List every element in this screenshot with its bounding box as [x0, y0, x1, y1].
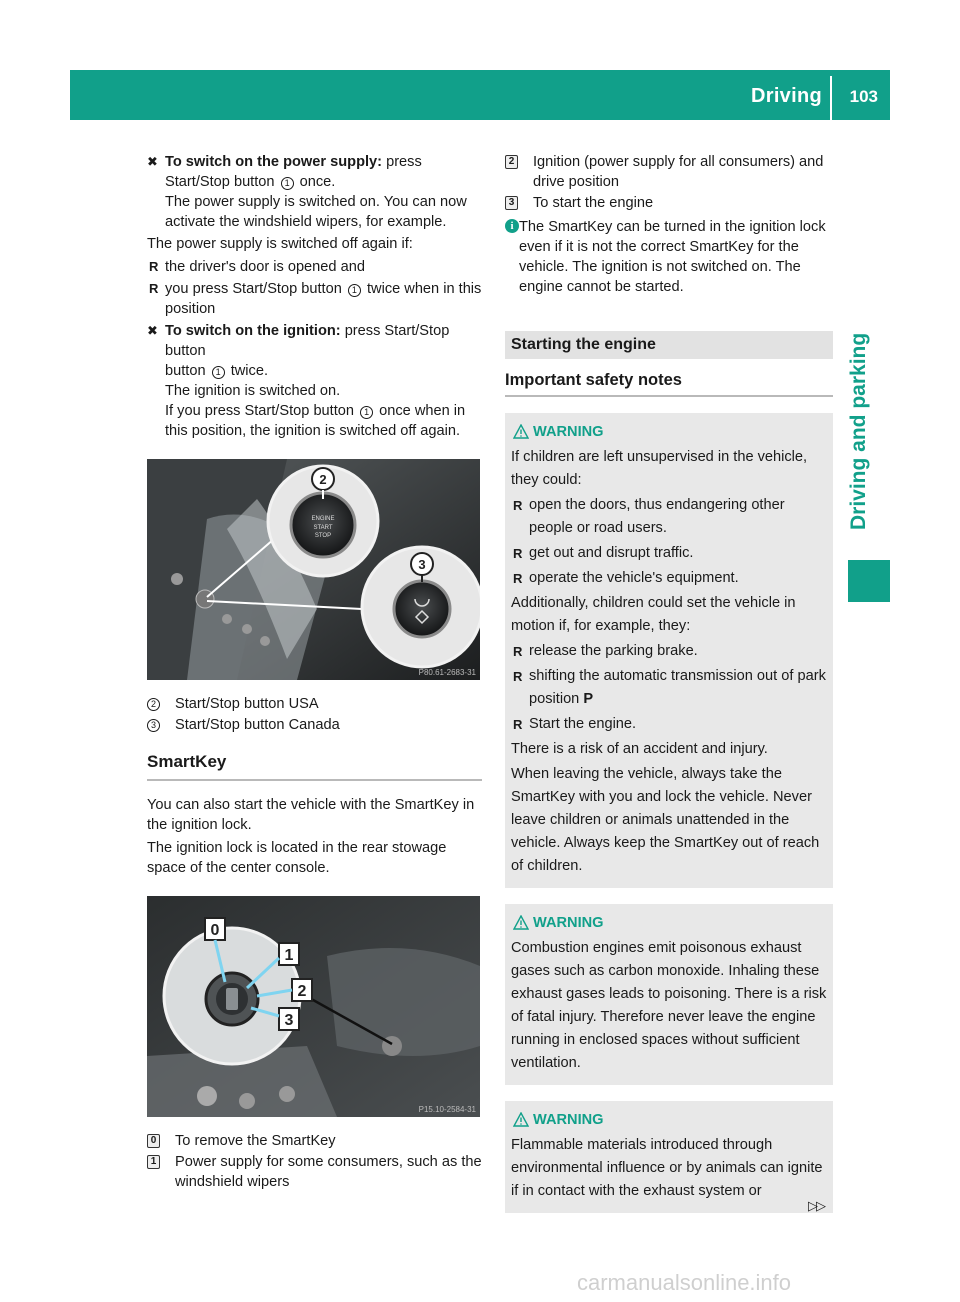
- warning-triangle-icon: [513, 915, 529, 930]
- photo-start-stop-buttons: [147, 459, 480, 680]
- callout-marker: 1: [212, 366, 225, 379]
- section-title: Starting the engine: [505, 331, 833, 359]
- header-divider: [830, 76, 832, 120]
- header-title: Driving: [751, 85, 822, 107]
- side-tab-label: Driving and parking: [847, 332, 870, 530]
- list-item: [511, 542, 827, 565]
- bullet-icon: R: [149, 281, 159, 296]
- subsection-title: Important safety notes: [505, 369, 833, 397]
- step-text: once.: [295, 174, 336, 190]
- svg-text:STOP: STOP: [314, 533, 332, 539]
- warning-header: [511, 912, 827, 935]
- side-tab-block: [848, 560, 890, 602]
- list-item: [511, 713, 827, 736]
- instruction-step-ignition: [147, 321, 482, 441]
- caption-text: Ignition (power supply for all consumers) and drive position: [533, 154, 824, 190]
- bullet-text: shifting the automatic transmission out of park position: [529, 668, 826, 707]
- continue-icon: ▷▷: [808, 1198, 824, 1213]
- park-letter: P: [583, 691, 594, 707]
- caption-text: Start/Stop button Canada: [175, 717, 340, 733]
- warning-title: WARNING: [533, 424, 604, 440]
- bullet-icon: R: [513, 498, 523, 513]
- off-intro: The power supply is switched off again if:: [147, 236, 413, 252]
- warning-header: [511, 1109, 827, 1132]
- callout-marker: 1: [281, 177, 294, 190]
- ignition-lock-illustration: [147, 896, 480, 1117]
- start-stop-illustration: [147, 459, 480, 680]
- bullet-text: release the parking brake.: [529, 643, 698, 659]
- bullet-text: twice when in this position: [165, 281, 482, 317]
- caption-item: [147, 1152, 482, 1192]
- list-item: [511, 494, 827, 540]
- image-code: P15.10-2584-31: [418, 1105, 476, 1114]
- warning-text: There is a risk of an accident and injury.: [511, 741, 768, 757]
- bullet-text: the driver's door is opened and: [165, 259, 365, 275]
- callout-marker: 3: [147, 719, 160, 732]
- bullet-icon: R: [513, 669, 523, 684]
- smartkey-heading: SmartKey: [147, 751, 482, 781]
- svg-text:3: 3: [418, 557, 426, 572]
- paragraph: You can also start the vehicle with the SmartKey in the ignition lock.: [147, 797, 475, 833]
- list-item: [147, 279, 482, 319]
- warning-triangle-icon: [513, 1112, 529, 1127]
- warning-text: Additionally, children could set the vehicle in motion if, for example, they:: [511, 595, 796, 634]
- caption-item: [505, 193, 833, 213]
- right-column: [505, 152, 833, 1213]
- svg-text:ENGINE: ENGINE: [311, 516, 335, 522]
- bullet-icon: R: [513, 546, 523, 561]
- callout-marker: 1: [360, 406, 373, 419]
- left-column: [147, 152, 482, 1193]
- warning-box: [505, 413, 833, 888]
- bullet-text: operate the vehicle's equipment.: [529, 570, 739, 586]
- warning-triangle-icon: [513, 424, 529, 439]
- paragraph: The ignition lock is located in the rear stowage space of the center console.: [147, 840, 447, 876]
- info-note: [505, 217, 833, 297]
- svg-text:0: 0: [210, 922, 220, 939]
- step-arrow-icon: ✖: [147, 154, 158, 169]
- step-arrow-icon: ✖: [147, 323, 158, 338]
- step-title: To switch on the power supply:: [165, 154, 383, 170]
- step-note: once when in this position, the ignition is switched off again.: [165, 403, 466, 439]
- svg-text:START: START: [313, 525, 333, 531]
- image-code: P80.61-2683-31: [418, 668, 476, 677]
- svg-text:1: 1: [284, 947, 294, 964]
- bullet-icon: R: [513, 571, 523, 586]
- bullet-text: you press Start/Stop button: [165, 281, 342, 297]
- warning-text: Flammable materials introduced through environmental influence or by animals can ignite if in contact with the exhaust system or: [511, 1137, 823, 1199]
- list-item: [147, 257, 482, 277]
- svg-text:2: 2: [319, 472, 327, 487]
- info-icon: i: [505, 219, 519, 233]
- caption-text: To remove the SmartKey: [175, 1133, 336, 1149]
- step-text: twice.: [226, 363, 268, 379]
- step-note: The power supply is switched on. You can now activate the windshield wipers, for example.: [165, 194, 467, 230]
- instruction-step-power: [147, 152, 482, 232]
- warning-box: [505, 1101, 833, 1213]
- info-text: The SmartKey can be turned in the ignition lock even if it is not the correct SmartKey for the vehicle. The ignition is not switched on. The engine cannot be started.: [519, 219, 826, 295]
- bullet-icon: R: [513, 644, 523, 659]
- list-item: [511, 640, 827, 663]
- step-text: press Start/Stop button: [165, 154, 422, 190]
- bullet-text: open the doors, thus endangering other people or road users.: [529, 497, 785, 536]
- caption-text: Start/Stop button USA: [175, 696, 319, 712]
- bullet-icon: R: [149, 259, 159, 274]
- callout-number: 3: [505, 196, 518, 210]
- page-number: 103: [849, 87, 878, 106]
- callout-marker: 2: [147, 698, 160, 711]
- caption-item: [147, 715, 482, 735]
- bullet-icon: R: [513, 717, 523, 732]
- warning-box: [505, 904, 833, 1085]
- page-header: [70, 70, 890, 120]
- step-note: If you press Start/Stop button: [165, 403, 355, 419]
- step-note: The ignition is switched on.: [165, 383, 341, 399]
- bullet-text: Start the engine.: [529, 716, 637, 732]
- caption-item: [147, 694, 482, 714]
- warning-text: When leaving the vehicle, always take the SmartKey with you and lock the vehicle. Never leave children or animals unattended in the vehicle. Always keep the SmartKey out of reach of children.: [511, 766, 820, 874]
- warning-header: [511, 421, 827, 444]
- bullet-text: get out and disrupt traffic.: [529, 545, 694, 561]
- callout-number: 0: [147, 1134, 160, 1148]
- callout-number: 1: [147, 1155, 160, 1169]
- callout-marker: 1: [348, 284, 361, 297]
- list-item: [511, 567, 827, 590]
- callout-number: 2: [505, 155, 518, 169]
- warning-text: Combustion engines emit poisonous exhaust gases such as carbon monoxide. Inhaling these exhaust gases leads to poisoning. There is a risk of fatal injury. Therefore never leave the engine running in enclosed spaces without sufficient ventilation.: [511, 940, 827, 1071]
- warning-title: WARNING: [533, 1112, 604, 1128]
- svg-text:2: 2: [297, 983, 307, 1000]
- photo-ignition-lock: [147, 896, 480, 1117]
- caption-item: [147, 1131, 482, 1151]
- warning-text: If children are left unsupervised in the vehicle, they could:: [511, 449, 808, 488]
- step-text: press Start/Stop button: [165, 323, 450, 359]
- caption-text: Power supply for some consumers, such as the windshield wipers: [175, 1154, 482, 1190]
- warning-title: WARNING: [533, 915, 604, 931]
- step-title: To switch on the ignition:: [165, 323, 341, 339]
- svg-text:3: 3: [284, 1012, 294, 1029]
- caption-item: [505, 152, 833, 192]
- footer-watermark[interactable]: carmanualsonline.info: [577, 1270, 792, 1295]
- list-item: [511, 665, 827, 711]
- step-text: button: [165, 363, 206, 379]
- caption-text: To start the engine: [533, 195, 654, 211]
